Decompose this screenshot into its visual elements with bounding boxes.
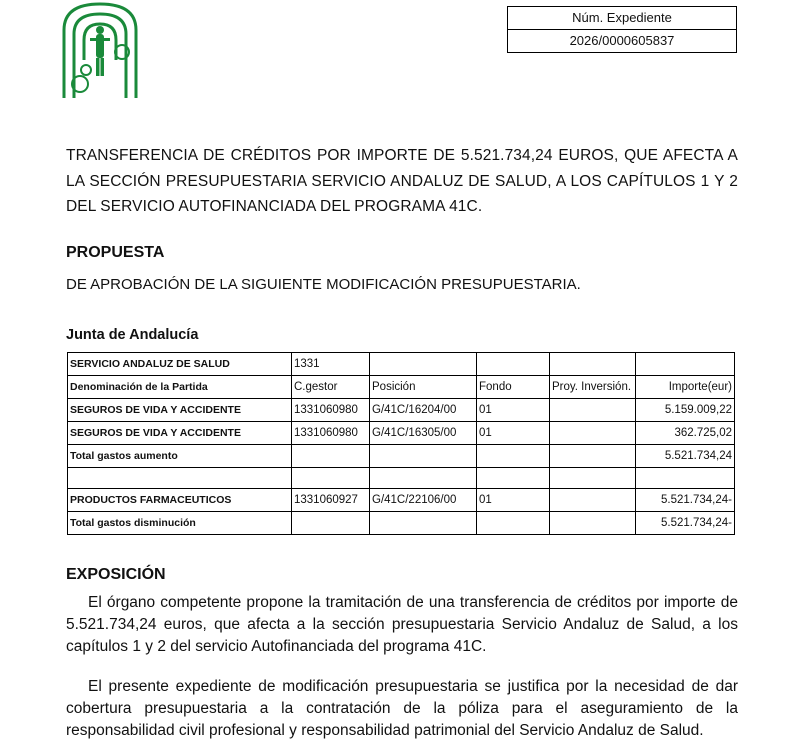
- table-row-empty: [68, 468, 735, 489]
- cell-proy: [550, 512, 636, 535]
- cell-importe: 5.521.734,24: [636, 445, 735, 468]
- cell-fondo: 01: [477, 422, 550, 445]
- cell-proy: [550, 422, 636, 445]
- cell-proy: [550, 445, 636, 468]
- cell-partida: Total gastos aumento: [68, 445, 292, 468]
- propuesta-heading: PROPUESTA: [66, 244, 165, 261]
- header-fondo: Fondo: [477, 376, 550, 399]
- expediente-number: 2026/0000605837: [569, 33, 675, 48]
- cell-cgestor: [292, 445, 370, 468]
- exposicion-paragraph-1: El órgano competente propone la tramitación de una transferencia de créditos por importe de 5.521.734,24 euros, que afecta a la sección presupuestaria Servicio Andaluz de Salud, a los capítulos 1 y 2 del servicio Autofinanciada del programa 41C.: [66, 594, 738, 655]
- cell-importe: 5.159.009,22: [636, 399, 735, 422]
- cell-fondo: 01: [477, 399, 550, 422]
- cell-importe: 5.521.734,24-: [636, 512, 735, 535]
- header-cgestor: C.gestor: [292, 376, 370, 399]
- expediente-label: Núm. Expediente: [508, 7, 736, 30]
- table-header-row: [68, 376, 735, 399]
- header-denominacion: Denominación de la Partida: [68, 376, 292, 399]
- cell-posicion: G/41C/16305/00: [370, 422, 477, 445]
- exposicion-paragraph-2: El presente expediente de modificación presupuestaria se justifica por la necesidad de dar cobertura presupuestaria a la contratación de la póliza para el aseguramiento de la responsabilidad civil profesional y responsabilidad patrimonial del Servicio Andaluz de Salud.: [66, 678, 738, 739]
- cell-proy: [550, 489, 636, 512]
- cell-cgestor: 1331060980: [292, 422, 370, 445]
- cell-partida: SEGUROS DE VIDA Y ACCIDENTE: [68, 399, 292, 422]
- section-code-cell: 1331: [292, 353, 370, 376]
- header-proy-inversion: Proy. Inversión.: [550, 376, 636, 399]
- table-row-total-aumento: [68, 445, 735, 468]
- cell-fondo: 01: [477, 489, 550, 512]
- budget-table: [67, 352, 735, 535]
- cell-partida: Total gastos disminución: [68, 512, 292, 535]
- exposicion-heading: EXPOSICIÓN: [66, 566, 166, 583]
- cell-posicion: [370, 512, 477, 535]
- cell-posicion: G/41C/16204/00: [370, 399, 477, 422]
- header-posicion: Posición: [370, 376, 477, 399]
- section-name-cell: SERVICIO ANDALUZ DE SALUD: [68, 353, 292, 376]
- table-row: [68, 399, 735, 422]
- cell-importe: 362.725,02: [636, 422, 735, 445]
- cell-proy: [550, 399, 636, 422]
- table-row-section: [68, 353, 735, 376]
- expediente-box: [507, 6, 737, 53]
- table-row: [68, 422, 735, 445]
- cell-cgestor: 1331060980: [292, 399, 370, 422]
- junta-label: Junta de Andalucía: [66, 327, 199, 343]
- cell-fondo: [477, 512, 550, 535]
- table-row: [68, 489, 735, 512]
- cell-partida: SEGUROS DE VIDA Y ACCIDENTE: [68, 422, 292, 445]
- cell-cgestor: [292, 512, 370, 535]
- cell-posicion: [370, 445, 477, 468]
- table-row-total-disminucion: [68, 512, 735, 535]
- junta-de-andalucia-logo-icon: [60, 0, 140, 100]
- header-importe: Importe(eur): [636, 376, 735, 399]
- cell-posicion: G/41C/22106/00: [370, 489, 477, 512]
- propuesta-text: DE APROBACIÓN DE LA SIGUIENTE MODIFICACIÓN PRESUPUESTARIA.: [66, 276, 581, 293]
- cell-fondo: [477, 445, 550, 468]
- document-title: TRANSFERENCIA DE CRÉDITOS POR IMPORTE DE 5.521.734,24 EUROS, QUE AFECTA A LA SECCIÓN PRESUPUESTARIA SERVICIO ANDALUZ DE SALUD, A LOS CAPÍTULOS 1 Y 2 DEL SERVICIO AUTOFINANCIADA DEL PROGRAMA 41C.: [66, 147, 738, 215]
- cell-cgestor: 1331060927: [292, 489, 370, 512]
- cell-partida: PRODUCTOS FARMACEUTICOS: [68, 489, 292, 512]
- cell-importe: 5.521.734,24-: [636, 489, 735, 512]
